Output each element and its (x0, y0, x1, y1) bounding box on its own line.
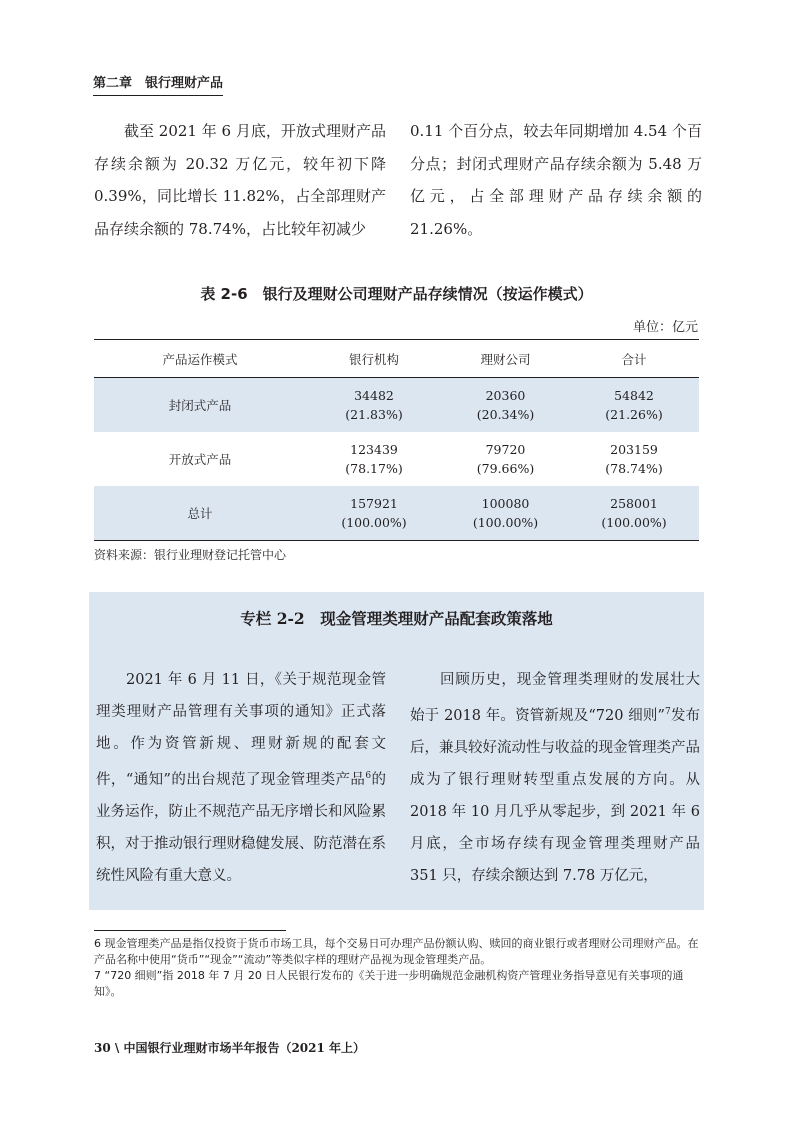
header-total: 合计 (569, 340, 699, 378)
box-title: 专栏 2-2 现金管理类理财产品配套政策落地 (240, 609, 553, 628)
intro-paragraph-right: 0.11 个百分点，较去年同期增加 4.54 个百分点；封闭式理财产品存续余额为 5.48 万亿元，占全部理财产品存续余额的 21.26%。 (410, 122, 702, 238)
table-source: 资料来源：银行业理财登记托管中心 (94, 548, 287, 562)
row-label: 总计 (94, 486, 306, 541)
table-cell: 79720 (79.66%) (476, 442, 535, 476)
table-cell: 123439 (78.17%) (345, 442, 403, 476)
footnote-6: 6 现金管理类产品是指仅投资于货币市场工具，每个交易日可办理产品份额认购、赎回的商业银行或者理财公司理财产品。在产品名称中使用“货币”“现金”“流动”等类似字样的理财产品视为现金管理类产品。 (94, 937, 699, 966)
footnote-7: 7 “720 细则”指 2018 年 7 月 20 日人民银行发布的《关于进一步明确规范金融机构资产管理业务指导意见有关事项的通知》。 (94, 969, 684, 998)
box-paragraph-left: 2021 年 6 月 11 日，《关于规范现金管理类理财产品管理有关事项的通知》正式落地。作为资管新规、理财新规的配套文件，“通知”的出台规范了现金管理类产品$^6$的业务运作，防止不规范产品无序增长和风险累积，对于推动银行理财稳健发展、防范潜在系统性风险有重大意义。 (96, 672, 386, 884)
table-cell: 157921 (100.00%) (306, 486, 442, 541)
header-wmc: 理财公司 (442, 340, 569, 378)
footnote-divider (94, 930, 286, 931)
product-table (94, 339, 699, 541)
table-row (94, 378, 699, 433)
header-mode: 产品运作模式 (94, 340, 306, 378)
box-paragraph-right: 回顾历史，现金管理类理财的发展壮大始于 2018 年。资管新规及“720 细则”$^7$发布后，兼具较好流动性与收益的现金管理类产品成为了银行理财转型重点发展的方向。从 2018 年 10 月几乎从零起步，到 2021 年 6 月底，全市场存续有现金管理类理财产品 351 只，存续余额达到 7.78 万亿元， (410, 672, 701, 884)
page-footer: 30 \ 中国银行业理财市场半年报告（2021 年上） (94, 1041, 366, 1055)
chapter-header: 第二章 银行理财产品 (93, 72, 223, 96)
intro-paragraph-left: 截至 2021 年 6 月底，开放式理财产品存续余额为 20.32 万亿元，较年初下降 0.39%，同比增长 11.82%，占全部理财产品存续余额的 78.74%，占比较年初减少 (94, 122, 386, 238)
row-label: 封闭式产品 (94, 378, 306, 433)
table-cell: 203159 (78.74%) (605, 442, 663, 476)
table-cell: 34482 (21.83%) (306, 378, 442, 433)
table-cell: 20360 (20.34%) (442, 378, 569, 433)
row-label: 开放式产品 (168, 451, 232, 467)
footnotes (94, 936, 700, 1000)
table-unit: 单位：亿元 (632, 320, 698, 335)
table-cell: 54842 (21.26%) (569, 378, 699, 433)
footnote-ref-6[interactable]: 6 (365, 771, 372, 781)
header-bank: 银行机构 (306, 340, 442, 378)
table-row (94, 432, 699, 486)
table-cell: 100080 (100.00%) (442, 486, 569, 541)
table-cell: 258001 (100.00%) (569, 486, 699, 541)
footnote-ref-7[interactable]: 7 (664, 707, 671, 717)
table-title: 表 2-6 银行及理财公司理财产品存续情况（按运作模式） (200, 285, 593, 303)
table-header-row (94, 340, 699, 378)
table-row (94, 486, 699, 541)
